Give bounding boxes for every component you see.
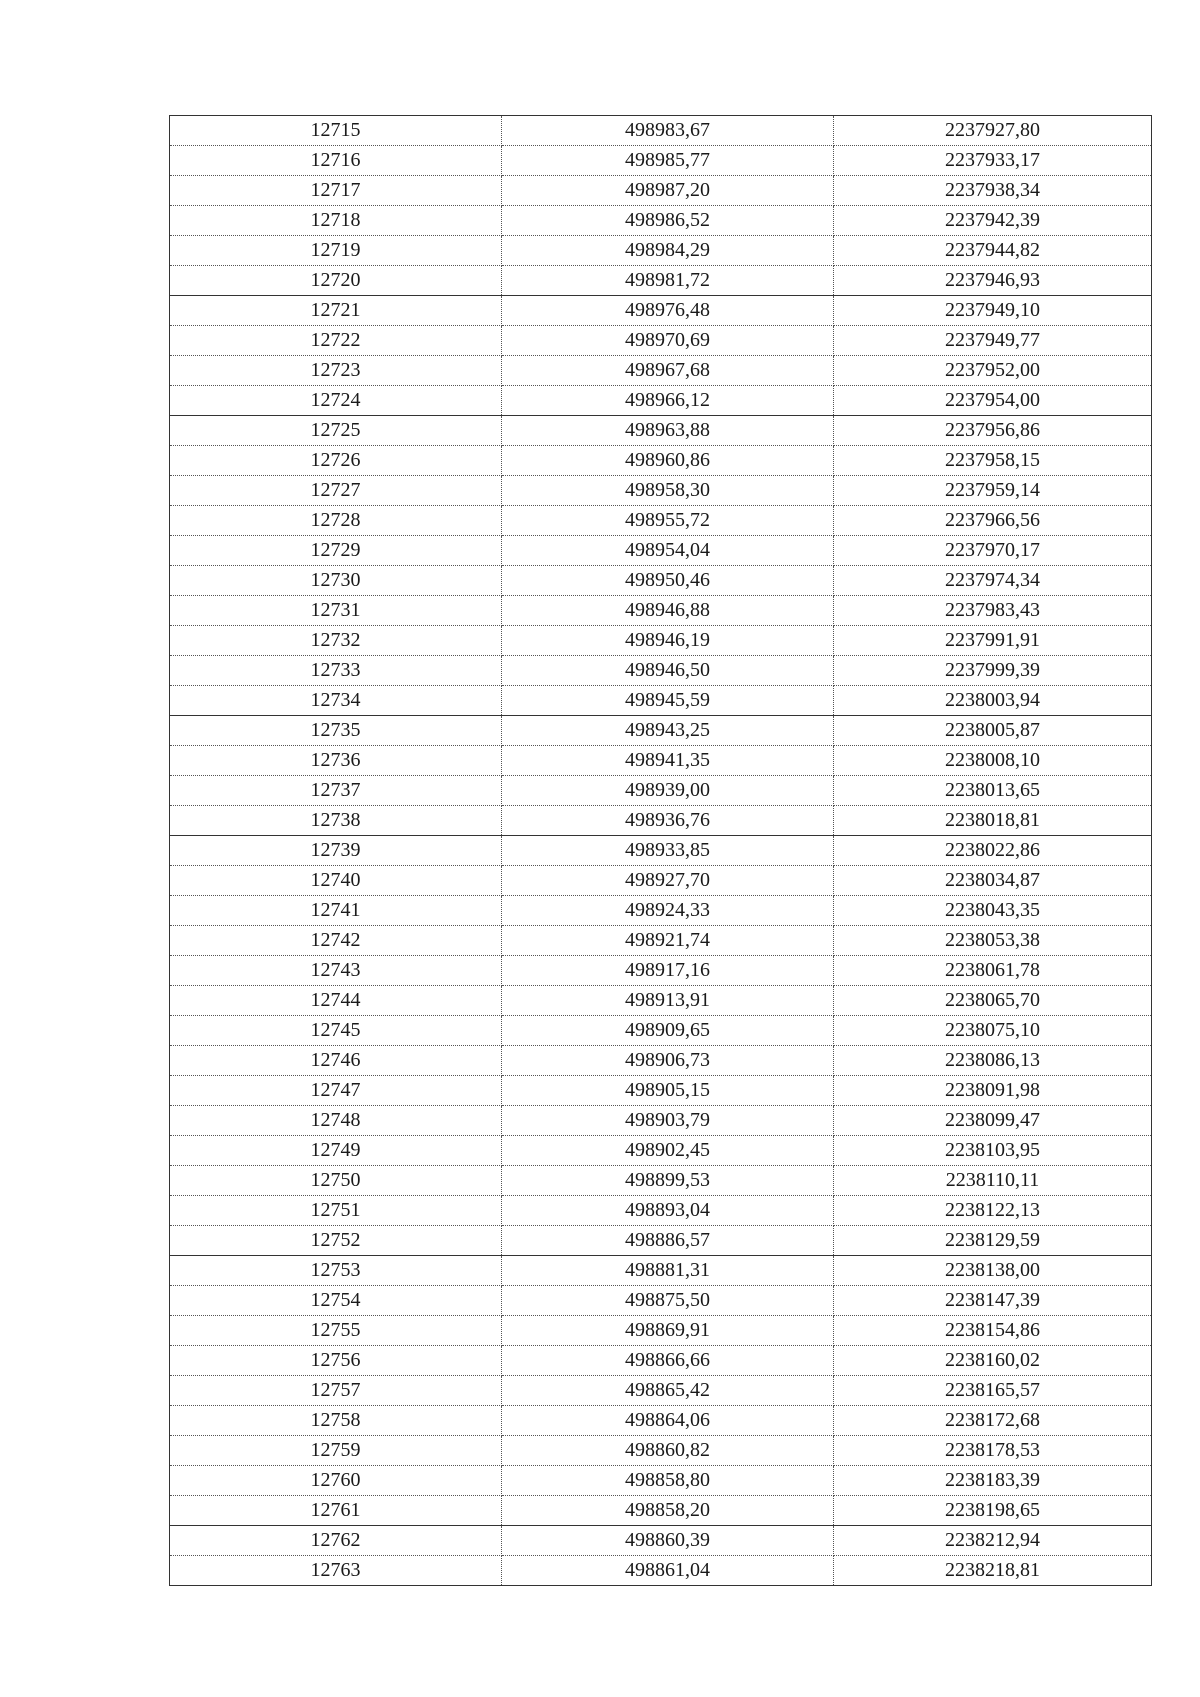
- y-coordinate-cell: 2238103,95: [834, 1136, 1152, 1166]
- point-number-cell: 12725: [170, 416, 502, 446]
- table-row: [170, 1556, 1152, 1586]
- table-row: [170, 146, 1152, 176]
- point-number-cell: 12762: [170, 1526, 502, 1556]
- y-coordinate-cell: 2238138,00: [834, 1256, 1152, 1286]
- table-row: [170, 446, 1152, 476]
- table-row: [170, 1436, 1152, 1466]
- table-row: [170, 476, 1152, 506]
- y-coordinate-cell: 2238178,53: [834, 1436, 1152, 1466]
- point-number-cell: 12715: [170, 116, 502, 146]
- y-coordinate-cell: 2237958,15: [834, 446, 1152, 476]
- x-coordinate-cell: 498976,48: [502, 296, 834, 326]
- point-number-cell: 12728: [170, 506, 502, 536]
- point-number-cell: 12740: [170, 866, 502, 896]
- table-row: [170, 1166, 1152, 1196]
- point-number-cell: 12729: [170, 536, 502, 566]
- y-coordinate-cell: 2238110,11: [834, 1166, 1152, 1196]
- table-row: [170, 986, 1152, 1016]
- x-coordinate-cell: 498875,50: [502, 1286, 834, 1316]
- x-coordinate-cell: 498933,85: [502, 836, 834, 866]
- coordinates-table-body: [170, 116, 1152, 1586]
- table-row: [170, 1256, 1152, 1286]
- y-coordinate-cell: 2237959,14: [834, 476, 1152, 506]
- y-coordinate-cell: 2238172,68: [834, 1406, 1152, 1436]
- y-coordinate-cell: 2238022,86: [834, 836, 1152, 866]
- x-coordinate-cell: 498860,82: [502, 1436, 834, 1466]
- y-coordinate-cell: 2237954,00: [834, 386, 1152, 416]
- table-row: [170, 1406, 1152, 1436]
- point-number-cell: 12760: [170, 1466, 502, 1496]
- x-coordinate-cell: 498927,70: [502, 866, 834, 896]
- y-coordinate-cell: 2238154,86: [834, 1316, 1152, 1346]
- point-number-cell: 12752: [170, 1226, 502, 1256]
- y-coordinate-cell: 2237927,80: [834, 116, 1152, 146]
- point-number-cell: 12735: [170, 716, 502, 746]
- point-number-cell: 12724: [170, 386, 502, 416]
- y-coordinate-cell: 2238053,38: [834, 926, 1152, 956]
- x-coordinate-cell: 498958,30: [502, 476, 834, 506]
- y-coordinate-cell: 2238075,10: [834, 1016, 1152, 1046]
- x-coordinate-cell: 498955,72: [502, 506, 834, 536]
- point-number-cell: 12742: [170, 926, 502, 956]
- point-number-cell: 12754: [170, 1286, 502, 1316]
- point-number-cell: 12745: [170, 1016, 502, 1046]
- point-number-cell: 12761: [170, 1496, 502, 1526]
- y-coordinate-cell: 2238122,13: [834, 1196, 1152, 1226]
- table-row: [170, 896, 1152, 926]
- point-number-cell: 12723: [170, 356, 502, 386]
- x-coordinate-cell: 498921,74: [502, 926, 834, 956]
- table-row: [170, 776, 1152, 806]
- point-number-cell: 12737: [170, 776, 502, 806]
- table-row: [170, 506, 1152, 536]
- y-coordinate-cell: 2238065,70: [834, 986, 1152, 1016]
- table-row: [170, 1526, 1152, 1556]
- x-coordinate-cell: 498866,66: [502, 1346, 834, 1376]
- x-coordinate-cell: 498939,00: [502, 776, 834, 806]
- x-coordinate-cell: 498903,79: [502, 1106, 834, 1136]
- x-coordinate-cell: 498902,45: [502, 1136, 834, 1166]
- x-coordinate-cell: 498865,42: [502, 1376, 834, 1406]
- table-row: [170, 1076, 1152, 1106]
- point-number-cell: 12733: [170, 656, 502, 686]
- table-row: [170, 596, 1152, 626]
- y-coordinate-cell: 2237999,39: [834, 656, 1152, 686]
- y-coordinate-cell: 2238165,57: [834, 1376, 1152, 1406]
- table-row: [170, 716, 1152, 746]
- table-row: [170, 656, 1152, 686]
- x-coordinate-cell: 498936,76: [502, 806, 834, 836]
- table-row: [170, 686, 1152, 716]
- table-row: [170, 1346, 1152, 1376]
- y-coordinate-cell: 2237956,86: [834, 416, 1152, 446]
- point-number-cell: 12739: [170, 836, 502, 866]
- x-coordinate-cell: 498941,35: [502, 746, 834, 776]
- x-coordinate-cell: 498960,86: [502, 446, 834, 476]
- table-row: [170, 1376, 1152, 1406]
- x-coordinate-cell: 498869,91: [502, 1316, 834, 1346]
- table-row: [170, 806, 1152, 836]
- table-row: [170, 206, 1152, 236]
- coordinates-table: [169, 115, 1152, 1586]
- x-coordinate-cell: 498893,04: [502, 1196, 834, 1226]
- table-row: [170, 1016, 1152, 1046]
- point-number-cell: 12734: [170, 686, 502, 716]
- table-row: [170, 356, 1152, 386]
- point-number-cell: 12731: [170, 596, 502, 626]
- y-coordinate-cell: 2238091,98: [834, 1076, 1152, 1106]
- y-coordinate-cell: 2238005,87: [834, 716, 1152, 746]
- table-row: [170, 1046, 1152, 1076]
- table-row: [170, 1136, 1152, 1166]
- point-number-cell: 12756: [170, 1346, 502, 1376]
- x-coordinate-cell: 498860,39: [502, 1526, 834, 1556]
- table-row: [170, 956, 1152, 986]
- x-coordinate-cell: 498909,65: [502, 1016, 834, 1046]
- table-row: [170, 1226, 1152, 1256]
- x-coordinate-cell: 498943,25: [502, 716, 834, 746]
- x-coordinate-cell: 498905,15: [502, 1076, 834, 1106]
- point-number-cell: 12718: [170, 206, 502, 236]
- y-coordinate-cell: 2238034,87: [834, 866, 1152, 896]
- x-coordinate-cell: 498924,33: [502, 896, 834, 926]
- point-number-cell: 12727: [170, 476, 502, 506]
- y-coordinate-cell: 2237952,00: [834, 356, 1152, 386]
- x-coordinate-cell: 498985,77: [502, 146, 834, 176]
- point-number-cell: 12719: [170, 236, 502, 266]
- point-number-cell: 12744: [170, 986, 502, 1016]
- point-number-cell: 12751: [170, 1196, 502, 1226]
- table-row: [170, 836, 1152, 866]
- x-coordinate-cell: 498981,72: [502, 266, 834, 296]
- table-row: [170, 416, 1152, 446]
- table-row: [170, 386, 1152, 416]
- point-number-cell: 12730: [170, 566, 502, 596]
- point-number-cell: 12738: [170, 806, 502, 836]
- point-number-cell: 12753: [170, 1256, 502, 1286]
- x-coordinate-cell: 498946,19: [502, 626, 834, 656]
- point-number-cell: 12741: [170, 896, 502, 926]
- x-coordinate-cell: 498950,46: [502, 566, 834, 596]
- table-row: [170, 176, 1152, 206]
- point-number-cell: 12721: [170, 296, 502, 326]
- y-coordinate-cell: 2238212,94: [834, 1526, 1152, 1556]
- point-number-cell: 12720: [170, 266, 502, 296]
- y-coordinate-cell: 2238099,47: [834, 1106, 1152, 1136]
- y-coordinate-cell: 2237983,43: [834, 596, 1152, 626]
- y-coordinate-cell: 2237974,34: [834, 566, 1152, 596]
- x-coordinate-cell: 498899,53: [502, 1166, 834, 1196]
- table-row: [170, 296, 1152, 326]
- x-coordinate-cell: 498906,73: [502, 1046, 834, 1076]
- point-number-cell: 12717: [170, 176, 502, 206]
- x-coordinate-cell: 498986,52: [502, 206, 834, 236]
- table-row: [170, 1196, 1152, 1226]
- y-coordinate-cell: 2238003,94: [834, 686, 1152, 716]
- y-coordinate-cell: 2238198,65: [834, 1496, 1152, 1526]
- point-number-cell: 12759: [170, 1436, 502, 1466]
- table-row: [170, 536, 1152, 566]
- point-number-cell: 12716: [170, 146, 502, 176]
- point-number-cell: 12743: [170, 956, 502, 986]
- table-row: [170, 1106, 1152, 1136]
- y-coordinate-cell: 2237949,10: [834, 296, 1152, 326]
- x-coordinate-cell: 498983,67: [502, 116, 834, 146]
- point-number-cell: 12726: [170, 446, 502, 476]
- table-row: [170, 236, 1152, 266]
- point-number-cell: 12758: [170, 1406, 502, 1436]
- point-number-cell: 12736: [170, 746, 502, 776]
- table-row: [170, 926, 1152, 956]
- x-coordinate-cell: 498861,04: [502, 1556, 834, 1586]
- y-coordinate-cell: 2237991,91: [834, 626, 1152, 656]
- y-coordinate-cell: 2237966,56: [834, 506, 1152, 536]
- table-row: [170, 626, 1152, 656]
- y-coordinate-cell: 2237946,93: [834, 266, 1152, 296]
- x-coordinate-cell: 498913,91: [502, 986, 834, 1016]
- table-row: [170, 266, 1152, 296]
- table-row: [170, 866, 1152, 896]
- x-coordinate-cell: 498984,29: [502, 236, 834, 266]
- y-coordinate-cell: 2238218,81: [834, 1556, 1152, 1586]
- y-coordinate-cell: 2238147,39: [834, 1286, 1152, 1316]
- y-coordinate-cell: 2237944,82: [834, 236, 1152, 266]
- point-number-cell: 12747: [170, 1076, 502, 1106]
- x-coordinate-cell: 498966,12: [502, 386, 834, 416]
- point-number-cell: 12757: [170, 1376, 502, 1406]
- x-coordinate-cell: 498917,16: [502, 956, 834, 986]
- x-coordinate-cell: 498858,80: [502, 1466, 834, 1496]
- x-coordinate-cell: 498858,20: [502, 1496, 834, 1526]
- table-row: [170, 326, 1152, 356]
- y-coordinate-cell: 2237933,17: [834, 146, 1152, 176]
- y-coordinate-cell: 2238129,59: [834, 1226, 1152, 1256]
- y-coordinate-cell: 2237938,34: [834, 176, 1152, 206]
- point-number-cell: 12763: [170, 1556, 502, 1586]
- y-coordinate-cell: 2238061,78: [834, 956, 1152, 986]
- point-number-cell: 12748: [170, 1106, 502, 1136]
- table-row: [170, 1316, 1152, 1346]
- x-coordinate-cell: 498946,50: [502, 656, 834, 686]
- y-coordinate-cell: 2238013,65: [834, 776, 1152, 806]
- table-row: [170, 566, 1152, 596]
- x-coordinate-cell: 498886,57: [502, 1226, 834, 1256]
- y-coordinate-cell: 2238018,81: [834, 806, 1152, 836]
- point-number-cell: 12746: [170, 1046, 502, 1076]
- y-coordinate-cell: 2237949,77: [834, 326, 1152, 356]
- x-coordinate-cell: 498967,68: [502, 356, 834, 386]
- y-coordinate-cell: 2238043,35: [834, 896, 1152, 926]
- x-coordinate-cell: 498946,88: [502, 596, 834, 626]
- point-number-cell: 12750: [170, 1166, 502, 1196]
- x-coordinate-cell: 498963,88: [502, 416, 834, 446]
- table-row: [170, 1466, 1152, 1496]
- y-coordinate-cell: 2238160,02: [834, 1346, 1152, 1376]
- x-coordinate-cell: 498864,06: [502, 1406, 834, 1436]
- y-coordinate-cell: 2238183,39: [834, 1466, 1152, 1496]
- table-row: [170, 746, 1152, 776]
- x-coordinate-cell: 498954,04: [502, 536, 834, 566]
- point-number-cell: 12749: [170, 1136, 502, 1166]
- x-coordinate-cell: 498881,31: [502, 1256, 834, 1286]
- table-row: [170, 116, 1152, 146]
- x-coordinate-cell: 498945,59: [502, 686, 834, 716]
- x-coordinate-cell: 498970,69: [502, 326, 834, 356]
- y-coordinate-cell: 2238008,10: [834, 746, 1152, 776]
- table-row: [170, 1496, 1152, 1526]
- y-coordinate-cell: 2238086,13: [834, 1046, 1152, 1076]
- point-number-cell: 12722: [170, 326, 502, 356]
- table-row: [170, 1286, 1152, 1316]
- point-number-cell: 12755: [170, 1316, 502, 1346]
- point-number-cell: 12732: [170, 626, 502, 656]
- x-coordinate-cell: 498987,20: [502, 176, 834, 206]
- y-coordinate-cell: 2237970,17: [834, 536, 1152, 566]
- y-coordinate-cell: 2237942,39: [834, 206, 1152, 236]
